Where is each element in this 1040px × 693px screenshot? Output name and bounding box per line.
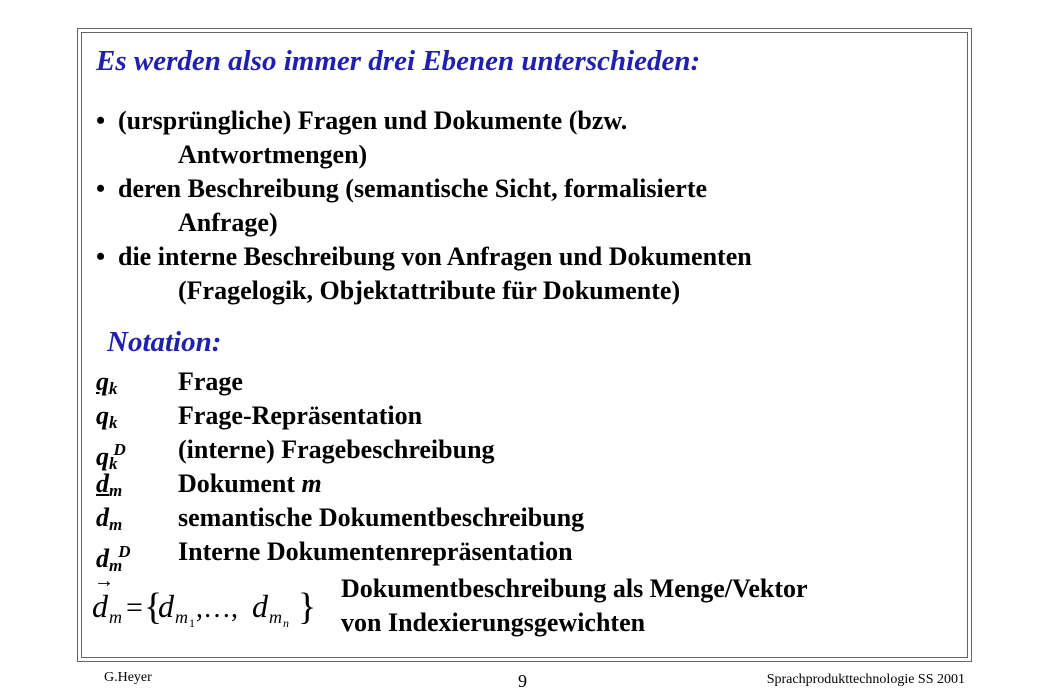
formula-term-subscript: m	[269, 607, 282, 627]
symbol-base: q	[96, 401, 109, 430]
symbol-subscript: k	[109, 454, 118, 473]
formula-close-brace: }	[298, 586, 317, 628]
formula-equals: =	[126, 591, 143, 624]
symbol-subscript: m	[109, 515, 123, 534]
bullet-continuation: (Fragelogik, Objektattribute für Dokumente)	[178, 276, 681, 305]
formula-description	[341, 572, 808, 640]
page-number: 9	[518, 671, 527, 691]
formula-separator: ,…,	[196, 593, 238, 624]
vector-formula	[92, 570, 322, 633]
description-text: Dokument	[178, 469, 296, 498]
formula-term: d	[252, 588, 268, 624]
footer-course: Sprachprodukttechnologie SS 2001	[766, 672, 965, 687]
formula-term: d	[158, 588, 174, 624]
bullet-dot: •	[96, 106, 106, 135]
symbol-base: d	[96, 503, 109, 532]
notation-description: Frage	[178, 367, 243, 396]
formula-term-index: n	[283, 616, 289, 630]
bullet-list	[96, 104, 752, 308]
symbol-base: q	[96, 442, 109, 471]
formula-term-index: 1	[189, 616, 195, 630]
bullet-continuation: Anfrage)	[178, 208, 278, 237]
notation-description: Interne Dokumentenrepräsentation	[178, 537, 573, 566]
bullet-line: (ursprüngliche) Fragen und Dokumente (bzw.	[118, 106, 628, 135]
bullet-continuation: Antwortmengen)	[178, 140, 368, 169]
notation-description	[178, 467, 322, 501]
formula-term-subscript: m	[175, 607, 188, 627]
slide-heading: Es werden also immer drei Ebenen unterschieden:	[96, 45, 701, 77]
notation-description: (interne) Fragebeschreibung	[178, 435, 495, 464]
notation-description: Frage-Repräsentation	[178, 401, 423, 430]
vector-arrow: →	[94, 570, 114, 592]
bullet-dot: •	[96, 174, 106, 203]
symbol-subscript: k	[109, 379, 118, 398]
symbol-superscript: D	[113, 440, 126, 459]
bullet-item	[96, 240, 752, 308]
formula-lhs: d	[92, 588, 108, 624]
formula-open-brace: {	[144, 586, 163, 628]
symbol-base: d	[96, 469, 109, 498]
bullet-dot: •	[96, 242, 106, 271]
notation-heading: Notation:	[107, 326, 222, 358]
formula-description-line: von Indexierungsgewichten	[341, 608, 646, 637]
symbol-superscript: D	[118, 542, 131, 561]
symbol-subscript: m	[109, 481, 123, 500]
symbol-subscript: k	[109, 413, 118, 432]
bullet-line: deren Beschreibung (semantische Sicht, formalisierte	[118, 174, 708, 203]
formula-description-line: Dokumentbeschreibung als Menge/Vektor	[341, 574, 808, 603]
bullet-item	[96, 104, 752, 172]
footer-author: G.Heyer	[104, 670, 152, 685]
symbol-base: q	[96, 367, 109, 396]
description-variable: m	[301, 469, 322, 498]
bullet-line: die interne Beschreibung von Anfragen und Dokumenten	[118, 242, 752, 271]
formula-lhs-subscript: m	[109, 607, 122, 627]
symbol-subscript: m	[109, 556, 123, 575]
symbol-base: d	[96, 544, 109, 573]
notation-description: semantische Dokumentbeschreibung	[178, 503, 585, 532]
bullet-item	[96, 172, 752, 240]
